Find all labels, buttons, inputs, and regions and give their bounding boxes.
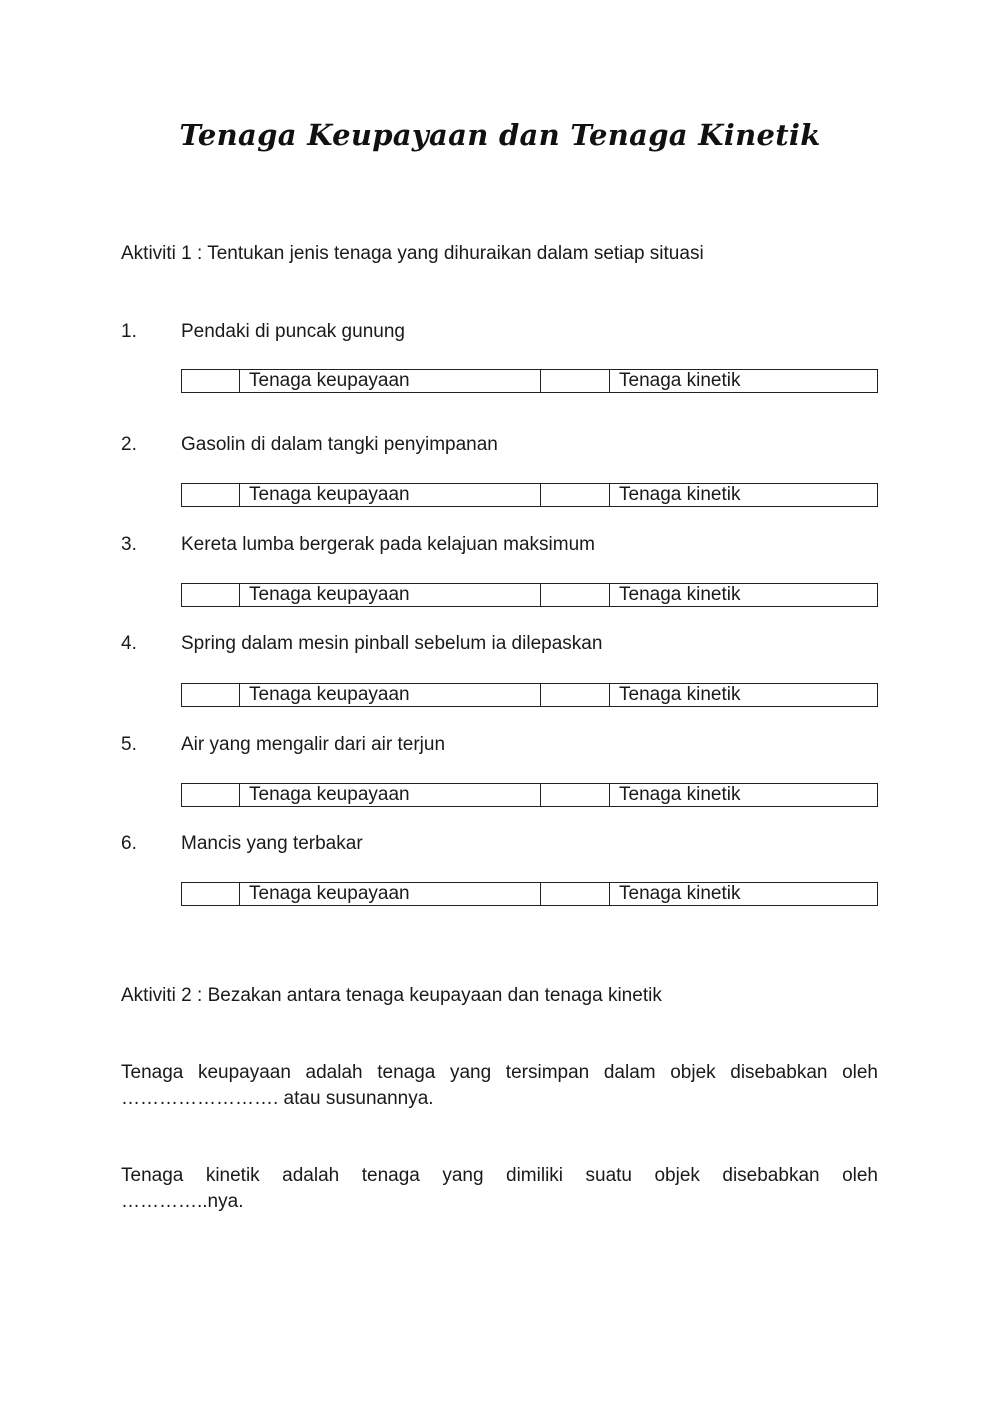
option-label-keupayaan[interactable]: Tenaga keupayaan (240, 684, 541, 707)
answer-checkbox-kinetik[interactable] (541, 370, 610, 393)
answer-checkbox-kinetik[interactable] (541, 784, 610, 807)
potential-energy-paragraph (121, 1060, 878, 1112)
answer-options (181, 369, 878, 393)
answer-options (181, 483, 878, 507)
question-number: 1. (121, 321, 137, 342)
answer-checkbox-keupayaan[interactable] (182, 484, 240, 507)
question-number: 6. (121, 833, 137, 854)
answer-checkbox-keupayaan[interactable] (182, 370, 240, 393)
paragraph-line: Tenaga kinetik adalah tenaga yang dimiliki suatu objek disebabkan oleh (121, 1165, 878, 1186)
kinetic-energy-paragraph (121, 1163, 878, 1215)
question-text: Spring dalam mesin pinball sebelum ia dilepaskan (181, 633, 603, 654)
answer-checkbox-keupayaan[interactable] (182, 684, 240, 707)
option-label-kinetik[interactable]: Tenaga kinetik (610, 784, 878, 807)
option-label-keupayaan[interactable]: Tenaga keupayaan (240, 484, 541, 507)
question-text: Mancis yang terbakar (181, 833, 363, 854)
option-label-kinetik[interactable]: Tenaga kinetik (610, 370, 878, 393)
answer-checkbox-keupayaan[interactable] (182, 883, 240, 906)
answer-options (181, 783, 878, 807)
question-number: 3. (121, 534, 137, 555)
answer-checkbox-kinetik[interactable] (541, 584, 610, 607)
fill-in-blank-line[interactable]: …………..nya. (121, 1191, 244, 1212)
activity-2-heading: Aktiviti 2 : Bezakan antara tenaga keupayaan dan tenaga kinetik (121, 985, 662, 1006)
option-label-keupayaan[interactable]: Tenaga keupayaan (240, 784, 541, 807)
question-number: 4. (121, 633, 137, 654)
option-label-keupayaan[interactable]: Tenaga keupayaan (240, 584, 541, 607)
option-label-kinetik[interactable]: Tenaga kinetik (610, 684, 878, 707)
answer-checkbox-kinetik[interactable] (541, 684, 610, 707)
question-text: Pendaki di puncak gunung (181, 321, 405, 342)
option-label-keupayaan[interactable]: Tenaga keupayaan (240, 370, 541, 393)
option-label-kinetik[interactable]: Tenaga kinetik (610, 584, 878, 607)
question-text: Kereta lumba bergerak pada kelajuan maksimum (181, 534, 595, 555)
answer-checkbox-kinetik[interactable] (541, 883, 610, 906)
answer-checkbox-keupayaan[interactable] (182, 784, 240, 807)
question-number: 2. (121, 434, 137, 455)
paragraph-line: Tenaga keupayaan adalah tenaga yang tersimpan dalam objek disebabkan oleh (121, 1062, 878, 1083)
answer-checkbox-keupayaan[interactable] (182, 584, 240, 607)
option-label-kinetik[interactable]: Tenaga kinetik (610, 484, 878, 507)
answer-options (181, 583, 878, 607)
answer-options (181, 683, 878, 707)
answer-checkbox-kinetik[interactable] (541, 484, 610, 507)
question-number: 5. (121, 734, 137, 755)
option-label-kinetik[interactable]: Tenaga kinetik (610, 883, 878, 906)
worksheet-title: Tenaga Keupayaan dan Tenaga Kinetik (179, 118, 821, 152)
question-text: Gasolin di dalam tangki penyimpanan (181, 434, 498, 455)
activity-1-heading: Aktiviti 1 : Tentukan jenis tenaga yang dihuraikan dalam setiap situasi (121, 243, 704, 264)
option-label-keupayaan[interactable]: Tenaga keupayaan (240, 883, 541, 906)
fill-in-blank-line[interactable]: ……………………. atau susunannya. (121, 1088, 434, 1109)
answer-options (181, 882, 878, 906)
question-text: Air yang mengalir dari air terjun (181, 734, 446, 755)
